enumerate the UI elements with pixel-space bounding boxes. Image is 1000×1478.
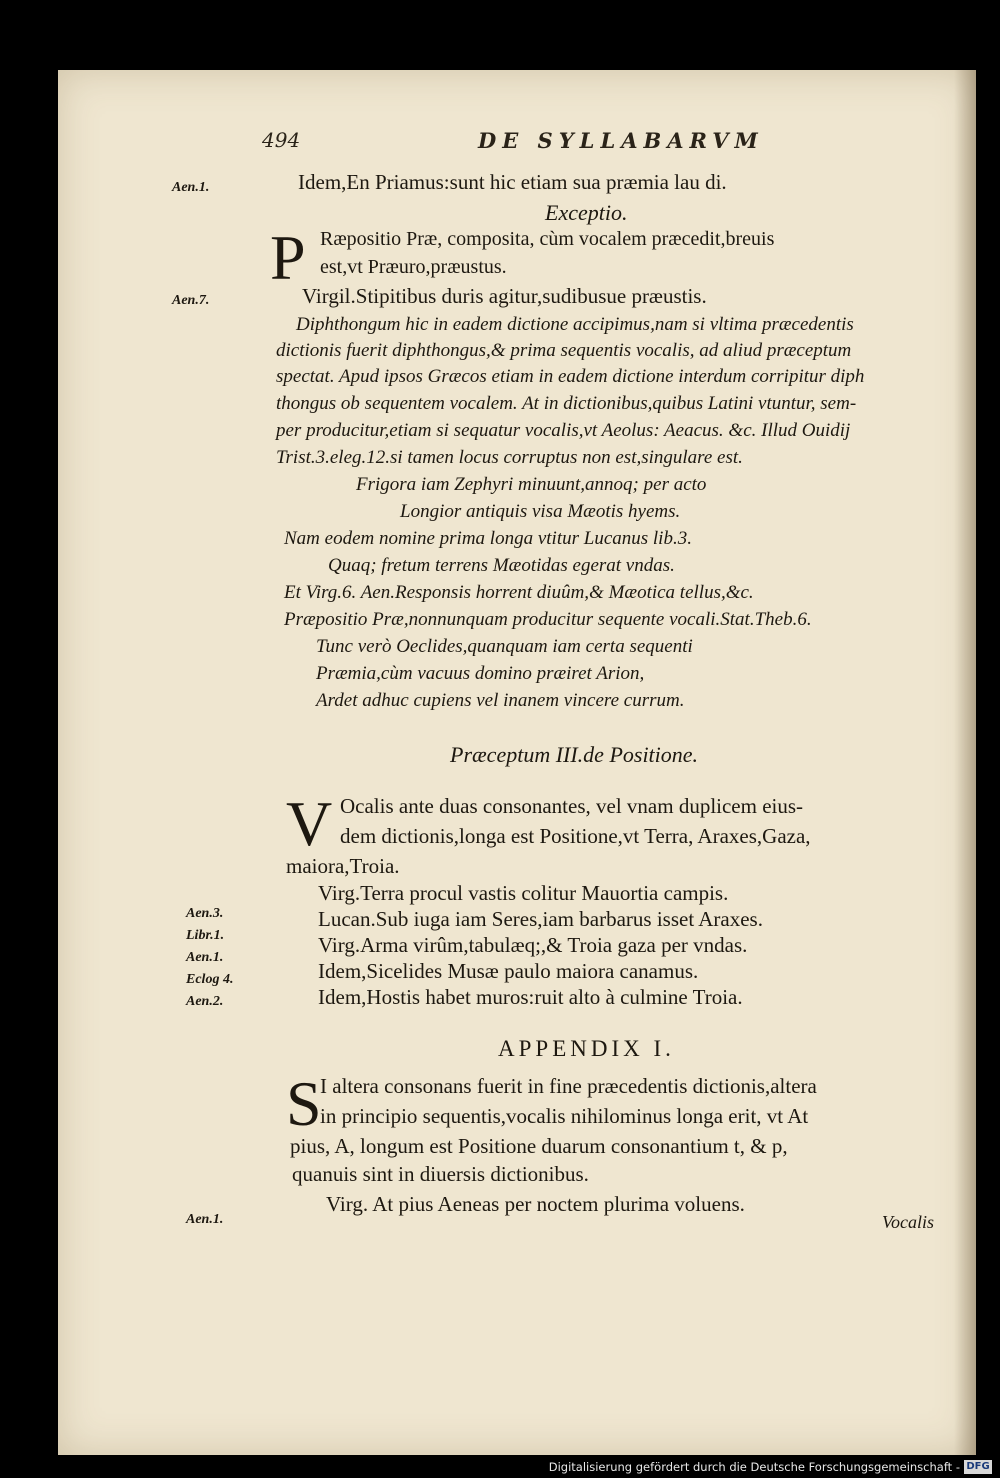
verse-line: Ardet adhuc cupiens vel inanem vincere currum. — [316, 690, 685, 711]
text-line: Trist.3.eleg.12.si tamen locus corruptus non est,singulare est. — [276, 447, 743, 468]
dfg-logo: DFG — [964, 1460, 992, 1474]
text-line: est,vt Præuro,præustus. — [320, 256, 507, 278]
text-line: Et Virg.6. Aen.Responsis horrent diuûm,& Mæotica tellus,&c. — [284, 582, 754, 603]
text-line: Idem,En Priamus:sunt hic etiam sua præmia lau di. — [298, 170, 727, 194]
text-line: pius, A, longum est Positione duarum consonantium t, & p, — [290, 1134, 788, 1158]
catchword: Vocalis — [882, 1212, 934, 1232]
text-line: Virg. At pius Aeneas per noctem plurima voluens. — [326, 1192, 745, 1216]
text-line: Virg.Terra procul vastis colitur Mauortia campis. — [318, 881, 729, 905]
verse-line: Longior antiquis visa Mæotis hyems. — [400, 501, 681, 522]
text-line: Nam eodem nomine prima longa vtitur Lucanus lib.3. — [284, 528, 692, 549]
margin-note: Aen.1. — [186, 950, 224, 965]
text-line: Idem,Hostis habet muros:ruit alto à culmine Troia. — [318, 985, 743, 1009]
margin-note: Aen.3. — [186, 906, 224, 921]
verse-line: Præmia,cùm vacuus domino præiret Arion, — [316, 663, 645, 684]
drop-cap: V — [286, 788, 333, 859]
text-line: Lucan.Sub iuga iam Seres,iam barbarus isset Araxes. — [318, 907, 763, 931]
running-title: DE SYLLABARVM — [478, 128, 764, 153]
text-line: spectat. Apud ipsos Græcos etiam in eadem dictione interdum corripitur diph — [276, 366, 865, 387]
margin-note: Libr.1. — [186, 928, 225, 943]
text-line: per producitur,etiam si sequatur vocalis,vt Aeolus: Aeacus. &c. Illud Ouidij — [276, 420, 851, 441]
text-line: in principio sequentis,vocalis nihilominus longa erit, vt At — [320, 1104, 809, 1128]
margin-note: Aen.7. — [172, 293, 210, 308]
text-line: Diphthongum hic in eadem dictione accipimus,nam si vltima præcedentis — [296, 314, 854, 335]
text-line: Præpositio Præ,nonnunquam producitur sequente vocali.Stat.Theb.6. — [284, 609, 812, 630]
text-line: Virgil.Stipitibus duris agitur,sudibusue præustis. — [302, 284, 707, 308]
verse-line: Tunc verò Oeclides,quanquam iam certa sequenti — [316, 636, 693, 657]
section-heading: Præceptum III.de Positione. — [450, 742, 699, 767]
text-line: dem dictionis,longa est Positione,vt Terra, Araxes,Gaza, — [340, 824, 811, 848]
section-heading: Exceptio. — [545, 200, 628, 225]
digitization-credit: Digitalisierung gefördert durch die Deutsche Forschungsgemeinschaft - — [548, 1460, 960, 1474]
drop-cap: P — [270, 222, 306, 293]
text-line: Idem,Sicelides Musæ paulo maiora canamus. — [318, 959, 699, 983]
text-line: Ocalis ante duas consonantes, vel vnam duplicem eius- — [340, 794, 804, 818]
running-head — [0, 128, 1000, 162]
text-line: Ræpositio Præ, composita, cùm vocalem præcedit,breuis — [320, 228, 775, 250]
footer-bar — [0, 1455, 1000, 1478]
margin-note: Aen.2. — [186, 994, 224, 1009]
text-line: dictionis fuerit diphthongus,& prima sequentis vocalis, ad aliud præceptum — [276, 340, 852, 361]
text-line: thongus ob sequentem vocalem. At in dictionibus,quibus Latini vtuntur, sem- — [276, 393, 857, 414]
margin-note: Aen.1. — [186, 1212, 224, 1227]
drop-cap: S — [286, 1068, 322, 1139]
verse-line: Frigora iam Zephyri minuunt,annoq; per acto — [356, 474, 707, 495]
text-line: maiora,Troia. — [286, 854, 400, 878]
page-number: 494 — [262, 128, 301, 152]
margin-note: Aen.1. — [172, 180, 210, 195]
text-line: quanuis sint in diuersis dictionibus. — [292, 1162, 589, 1186]
margin-note: Eclog 4. — [186, 972, 234, 987]
text-line: Virg.Arma virûm,tabulæq;,& Troia gaza per vndas. — [318, 933, 748, 957]
page-edge-shadow — [954, 70, 976, 1455]
verse-line: Quaq; fretum terrens Mæotidas egerat vndas. — [328, 555, 675, 576]
text-line: I altera consonans fuerit in fine præcedentis dictionis,altera — [320, 1074, 817, 1098]
section-heading: APPENDIX I. — [498, 1036, 675, 1061]
